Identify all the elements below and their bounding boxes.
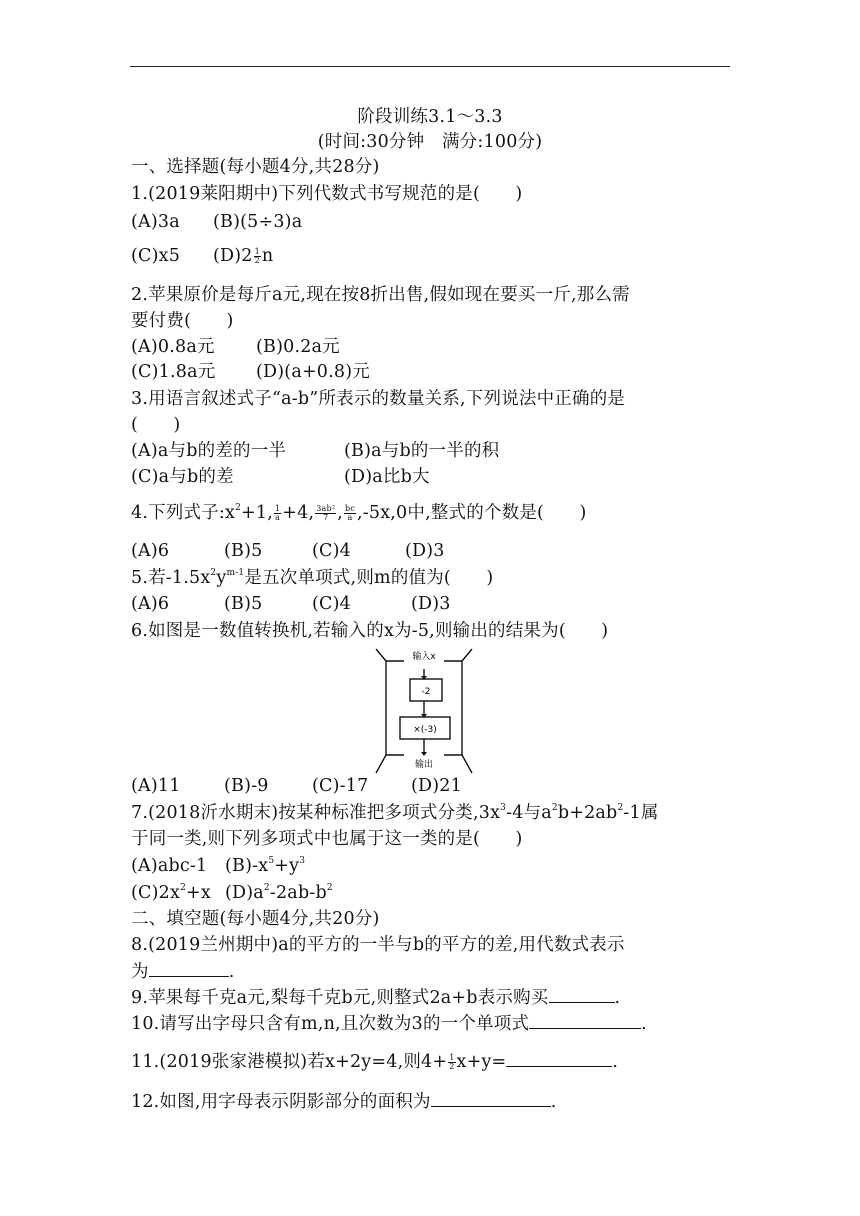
fraction: $\frac{1}{2}$	[254, 247, 260, 265]
option-c: (C)4	[312, 594, 351, 614]
option-c: $(C)2x^2+x$	[131, 883, 211, 903]
option-c: (C)1.8a元	[131, 362, 216, 382]
option-c: (C)-17	[312, 776, 369, 796]
fraction: $\frac{\text{3ab²}}{7}$	[316, 504, 336, 522]
question-5-options	[131, 593, 451, 615]
section-choice-heading: 一、选择题(每小题4分,共28分)	[131, 157, 380, 177]
fraction: $\frac{1}{a}$	[274, 504, 281, 522]
question-2-line1: 2.苹果原价是每斤a元,现在按8折出售,假如现在要买一斤,那么需	[131, 285, 630, 305]
answer-blank[interactable]	[529, 1012, 641, 1029]
section-fill-heading: 二、填空题(每小题4分,共20分)	[131, 909, 380, 929]
question-2-options-row1	[131, 336, 340, 358]
option-d: (D)a比b大	[344, 467, 430, 487]
diagram-box1-label: -2	[421, 687, 431, 697]
question-3-line1: 3.用语言叙述式子“a-b”所表示的数量关系,下列说法中正确的是	[131, 389, 626, 409]
option-b: (B)a与b的一半的积	[344, 441, 500, 461]
diagram-output-label: 输出	[414, 760, 434, 770]
option-b: (B)0.2a元	[256, 337, 340, 357]
question-4-options	[131, 540, 445, 562]
fraction: $\frac{bc}{a}$	[345, 504, 356, 522]
question-3-options-row1	[131, 440, 499, 462]
option-a: (A)6	[131, 541, 170, 561]
question-8-line2: 为 .	[131, 962, 235, 982]
option-a: (A)6	[131, 594, 170, 614]
option-a: (A)11	[131, 776, 181, 796]
option-c: (C)a与b的差	[131, 467, 234, 487]
option-b: $(B)-x^5+y^3$	[225, 856, 306, 876]
answer-blank[interactable]	[506, 1050, 612, 1067]
header-rule	[130, 66, 730, 67]
diagram-box2-label: ×(-3)	[413, 725, 437, 735]
option-c: (C)4	[312, 541, 351, 561]
question-7-line1: 7.(2018沂水期末)按某种标准把多项式分类$,3x^3-4$与$a^2b+2ab^2-1$属	[131, 803, 659, 823]
question-6-options	[131, 775, 462, 797]
option-b: (B)5	[224, 594, 263, 614]
frame-left	[376, 649, 386, 773]
question-6-stem: 6.如图是一数值转换机,若输入的x为-5,则输出的结果为( )	[131, 621, 609, 641]
option-a: (A)a与b的差的一半	[131, 441, 287, 461]
frame-right	[462, 649, 472, 773]
fraction: $\frac{1}{2}$	[449, 1053, 455, 1071]
question-2-options-row2	[131, 361, 370, 383]
question-3-options-row2	[131, 466, 430, 488]
option-a: (A)abc-1	[131, 856, 208, 876]
question-5-stem: 5.若$-1.5x^2y^{m-1}$是五次单项式,则m的值为( )	[131, 568, 494, 588]
question-7-options-row2	[131, 882, 333, 904]
question-7-options-row1	[131, 855, 305, 877]
option-d: $(D)a^2-2ab-b^2$	[225, 883, 333, 903]
page-title: 阶段训练3.1～3.3	[357, 107, 503, 127]
number-converter-diagram	[372, 643, 476, 777]
option-d: (D)(a+0.8)元	[256, 362, 370, 382]
option-b: (B)-9	[224, 776, 269, 796]
answer-blank[interactable]	[431, 1090, 551, 1107]
option-a: (A)3a	[131, 212, 180, 232]
question-7-line2: 于同一类,则下列多项式中也属于这一类的是( )	[131, 829, 523, 849]
question-1-options-row2	[131, 245, 273, 267]
question-4-stem: 4.下列式子$:x^2+1$, $\frac{1}{a}$ +4, $\frac{\text{3ab²}}{7}$ , $\frac{bc}{a}$ ,-5x,0中,整式的个数是( )	[131, 503, 587, 523]
option-a: (A)0.8a元	[131, 337, 215, 357]
option-d: (D)3	[411, 594, 451, 614]
answer-blank[interactable]	[149, 960, 229, 977]
question-10: 10.请写出字母只含有m,n,且次数为3的一个单项式 .	[131, 1014, 647, 1034]
diagram-input-label: 输入x	[412, 652, 436, 662]
answer-blank[interactable]	[549, 986, 615, 1003]
option-d: (D)2 $\frac{1}{2}$ n	[213, 246, 274, 266]
question-8-line1: 8.(2019兰州期中)a的平方的一半与b的平方的差,用代数式表示	[131, 935, 625, 955]
question-2-line2: 要付费( )	[131, 311, 234, 331]
question-9: 9.苹果每千克a元,梨每千克b元,则整式2a+b表示购买 .	[131, 988, 621, 1008]
page-subtitle: (时间:30分钟 满分:100分)	[317, 132, 543, 152]
question-1-stem: 1.(2019莱阳期中)下列代数式书写规范的是( )	[131, 184, 523, 204]
option-d: (D)21	[411, 776, 462, 796]
option-b: (B)5	[224, 541, 263, 561]
question-11: 11.(2019张家港模拟)若x+2y=4,则4+ $\frac{1}{2}$ x+y= .	[131, 1052, 619, 1072]
option-c: (C)x5	[131, 246, 181, 266]
question-3-line2: ( )	[131, 415, 181, 435]
option-b: (B)(5÷3)a	[213, 212, 303, 232]
question-12: 12.如图,用字母表示阴影部分的面积为 .	[131, 1092, 557, 1112]
option-d: (D)3	[405, 541, 445, 561]
question-1-options-row1	[131, 211, 302, 233]
